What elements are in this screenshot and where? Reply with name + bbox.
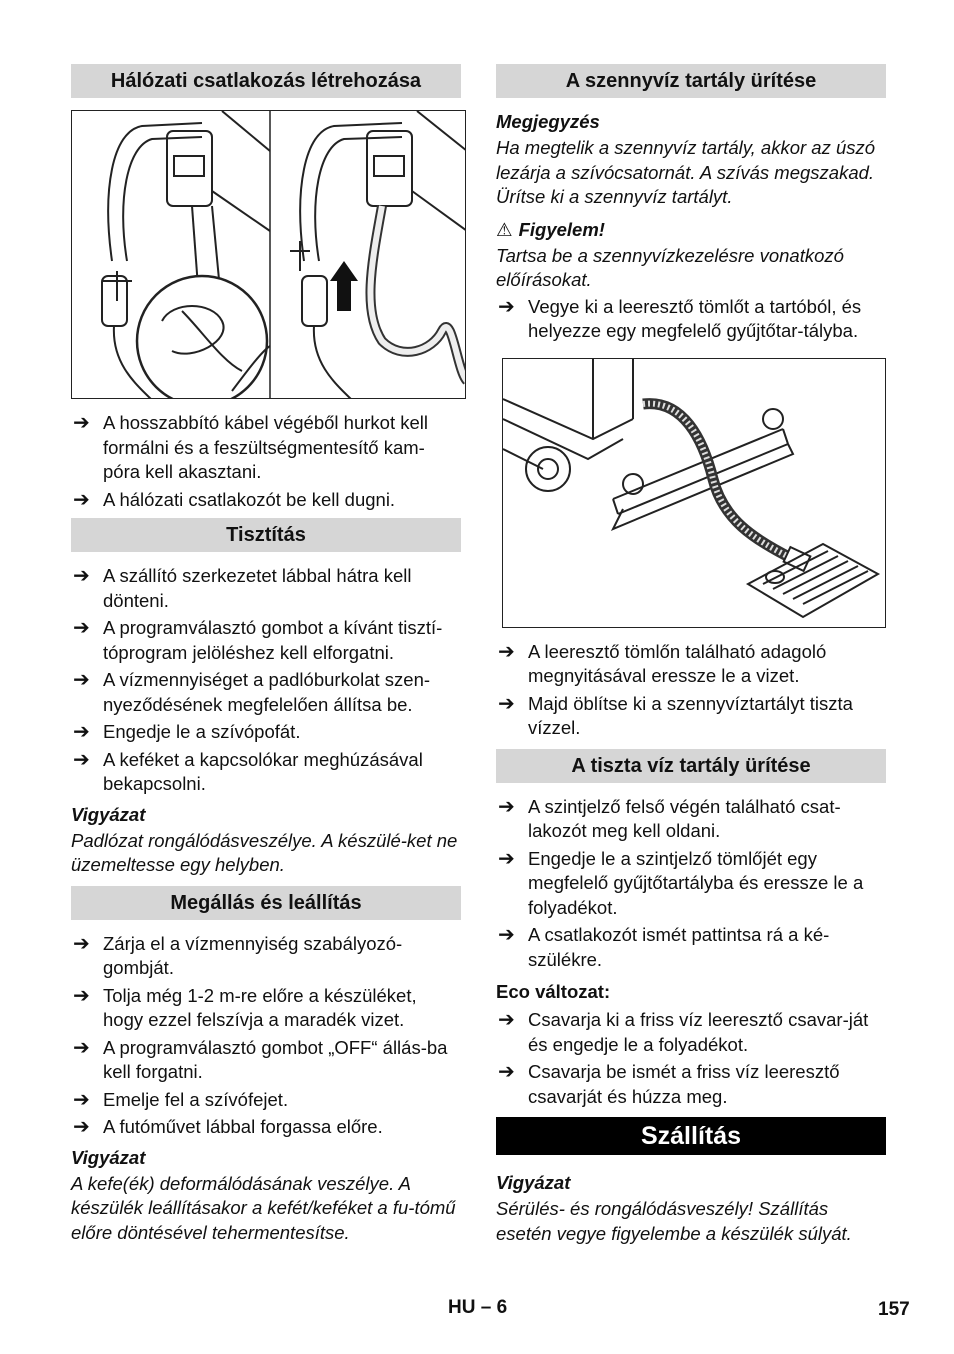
caution-text: Sérülés- és rongálódásveszély! Szállítás esetén vegye figyelembe a készülék súlyát. — [496, 1198, 852, 1244]
section-heading-waste-water: A szennyvíz tartály ürítése — [496, 64, 886, 98]
list-item: ➔ Csavarja ki a friss víz leeresztő csavar-ját és engedje le a folyadékot. — [498, 1009, 869, 1055]
waste-water-steps-before — [496, 295, 886, 344]
arrow-bullet-icon: ➔ — [73, 932, 90, 955]
list-item: ➔ Vegye ki a leeresztő tömlőt a tartóból, és helyezze egy megfelelő gyűjtőtar-tályba. — [498, 295, 862, 341]
list-item: ➔ A hálózati csatlakozót be kell dugni. — [73, 488, 396, 511]
arrow-bullet-icon: ➔ — [73, 748, 90, 771]
figure-cable-connection — [71, 110, 466, 399]
warning-title: ⚠ Figyelem! — [496, 218, 605, 240]
list-item: ➔ Tolja még 1-2 m-re előre a készüléket, hogy ezzel felszívja a maradék vizet. — [73, 984, 417, 1030]
list-item: ➔ A keféket a kapcsolókar meghúzásával bekapcsolni. — [73, 748, 423, 794]
cable-connection-illustration — [72, 111, 466, 399]
section-heading-stopping: Megállás és leállítás — [71, 886, 461, 920]
warning-triangle-icon: ⚠ — [496, 218, 513, 240]
arrow-bullet-icon: ➔ — [73, 1088, 90, 1111]
figure-drain-hose — [502, 358, 886, 628]
caution-text: A kefe(ék) deformálódásának veszélye. A készülék leállításakor a kefét/keféket a fu-tómű előre döntésével tehermentesítse. — [71, 1172, 456, 1243]
caution-text: Padlózat rongálódásveszélye. A készülé-ket ne üzemeltesse egy helyben. — [71, 829, 458, 875]
mains-connection-steps — [71, 411, 461, 512]
arrow-bullet-icon: ➔ — [498, 295, 515, 318]
arrow-bullet-icon: ➔ — [73, 721, 90, 743]
right-column — [496, 64, 886, 1254]
list-item: ➔ Emelje fel a szívófejet. — [73, 1088, 289, 1111]
list-item: ➔ A hosszabbító kábel végéből hurkot kell formálni és a feszültségmentesítő kam-póra kell akasztani. — [73, 412, 428, 482]
arrow-bullet-icon: ➔ — [73, 669, 90, 691]
arrow-bullet-icon: ➔ — [498, 1061, 515, 1083]
section-heading-mains-connection: Hálózati csatlakozás létrehozása — [71, 64, 461, 98]
arrow-bullet-icon: ➔ — [73, 412, 90, 434]
list-item: ➔ A futóművet lábbal forgassa előre. — [73, 1116, 383, 1138]
caution-title: Vigyázat — [71, 803, 146, 825]
section-heading-cleaning: Tisztítás — [71, 518, 461, 552]
left-column — [71, 64, 461, 1253]
caution-title: Vigyázat — [71, 1146, 146, 1168]
waste-water-steps-after — [496, 640, 886, 741]
list-item: ➔ A szállító szerkezetet lábbal hátra kell dönteni. — [73, 565, 412, 611]
arrow-bullet-icon: ➔ — [73, 1036, 90, 1059]
arrow-bullet-icon: ➔ — [498, 847, 515, 870]
eco-variant-steps — [496, 1008, 886, 1109]
chapter-heading-transport: Szállítás — [496, 1117, 886, 1155]
list-item: ➔ Engedje le a szívópofát. — [73, 721, 301, 743]
arrow-bullet-icon: ➔ — [73, 1116, 90, 1138]
warning-text: Tartsa be a szennyvízkezelésre vonatkozó előírásokat. — [496, 244, 844, 290]
page-language-label: HU – 6 — [448, 1297, 508, 1318]
list-item: ➔ A csatlakozót ismét pattintsa rá a ké-szülékre. — [498, 924, 830, 970]
arrow-bullet-icon: ➔ — [73, 984, 90, 1007]
list-item: ➔ A leeresztő tömlőn található adagoló megnyitásával eressze le a vizet. — [498, 640, 827, 686]
list-item: ➔ A vízmennyiséget a padlóburkolat szen-nyeződésének megfelelően állítsa be. — [73, 669, 431, 715]
list-item: ➔ Csavarja be ismét a friss víz leeresztő csavarját és húzza meg. — [498, 1061, 840, 1107]
arrow-bullet-icon: ➔ — [73, 617, 90, 639]
arrow-bullet-icon: ➔ — [73, 565, 90, 587]
arrow-bullet-icon: ➔ — [498, 795, 515, 818]
page-number: 157 — [878, 1299, 910, 1320]
eco-variant-title: Eco változat: — [496, 981, 611, 1002]
list-item: ➔ A programválasztó gombot a kívánt tisztí-tóprogram jelöléshez kell elforgatni. — [73, 617, 443, 663]
list-item: ➔ Zárja el a vízmennyiség szabályozó-gombját. — [73, 932, 403, 978]
list-item: ➔ A szintjelző felső végén található csat-lakozót meg kell oldani. — [498, 795, 841, 841]
drain-hose-illustration — [503, 359, 886, 628]
section-heading-fresh-water: A tiszta víz tartály ürítése — [496, 749, 886, 783]
note-title: Megjegyzés — [496, 111, 600, 132]
arrow-bullet-icon: ➔ — [73, 488, 90, 511]
arrow-bullet-icon: ➔ — [498, 640, 515, 663]
arrow-bullet-icon: ➔ — [498, 1009, 515, 1031]
arrow-bullet-icon: ➔ — [498, 924, 515, 946]
arrow-bullet-icon: ➔ — [498, 692, 515, 715]
list-item: ➔ A programválasztó gombot „OFF“ állás-ba kell forgatni. — [73, 1036, 448, 1082]
stopping-steps — [71, 932, 461, 1140]
fresh-water-steps — [496, 795, 886, 973]
cleaning-steps — [71, 564, 461, 797]
note-text: Ha megtelik a szennyvíz tartály, akkor az úszó lezárja a szívócsatornát. A szívás megszakad. Ürítse ki a szennyvíz tartályt. — [496, 137, 876, 207]
list-item: ➔ Engedje le a szintjelző tömlőjét egy megfelelő gyűjtőtartályba és eressze le a folyadékot. — [498, 847, 864, 918]
caution-title: Vigyázat — [496, 1172, 571, 1193]
list-item: ➔ Majd öblítse ki a szennyvíztartályt tiszta vízzel. — [498, 692, 853, 738]
